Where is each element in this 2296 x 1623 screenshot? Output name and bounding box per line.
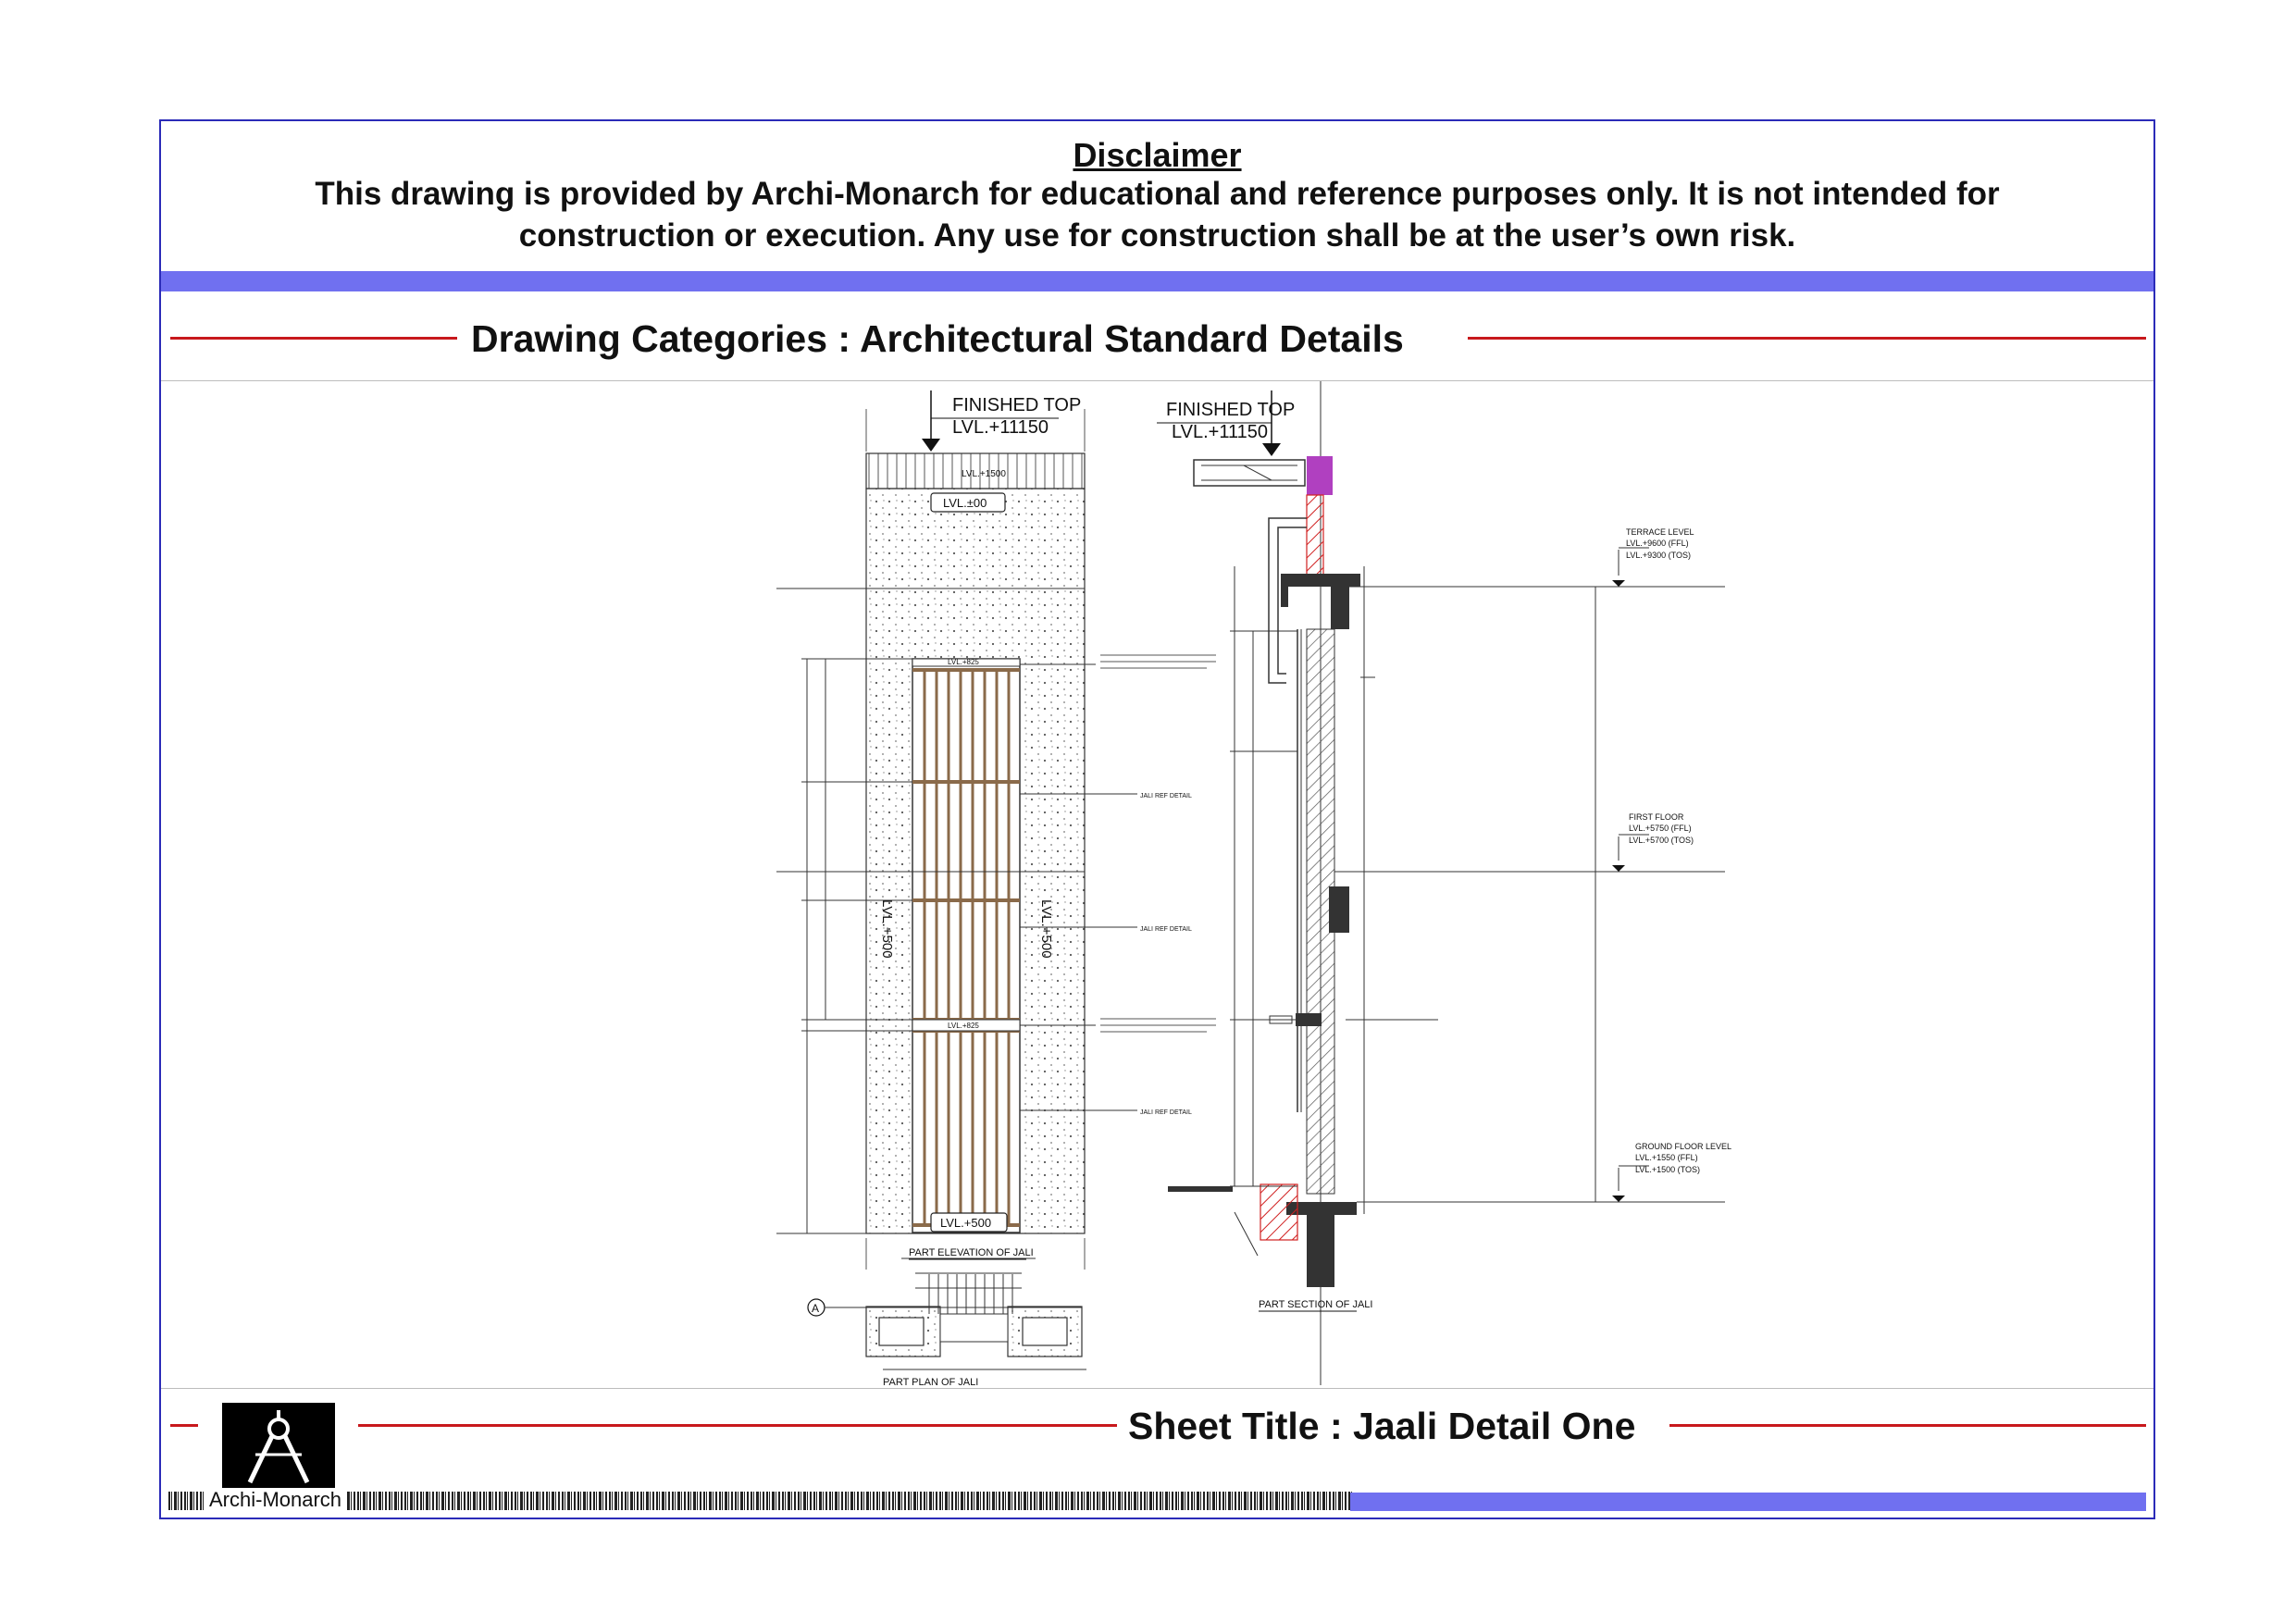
level-825-mid: LVL.+825 <box>948 1022 979 1030</box>
part-section <box>1157 381 1731 1385</box>
part-plan <box>808 1258 1086 1385</box>
sheet-title: Sheet Title : Jaali Detail One <box>1128 1405 1636 1447</box>
brand-name: Archi-Monarch <box>205 1488 345 1512</box>
drawing-category: Drawing Categories : Architectural Standard Details <box>471 317 1404 360</box>
footer-band <box>1350 1493 2146 1511</box>
first-floor-ffl: LVL.+5750 (FFL) <box>1629 824 1692 833</box>
level-pm00: LVL.±00 <box>943 496 987 510</box>
disclaimer-text <box>217 173 2098 256</box>
sheet-rule-right <box>1669 1424 2146 1427</box>
elevation-caption: PART ELEVATION OF JALI <box>909 1247 1034 1258</box>
part-elevation <box>776 390 1216 1270</box>
ground-floor-ffl: LVL.+1550 (FFL) <box>1635 1153 1698 1162</box>
ground-floor-tos: LVL.+1500 (TOS) <box>1635 1165 1700 1174</box>
brick-base <box>1260 1184 1297 1240</box>
section-caption: PART SECTION OF JALI <box>1259 1299 1373 1310</box>
barcode-strip <box>168 1492 1353 1510</box>
level-1500: LVL.+1500 <box>962 469 1006 479</box>
header-band <box>161 271 2153 291</box>
category-rule-left <box>170 337 457 340</box>
disclaimer-title: Disclaimer <box>1073 136 1242 174</box>
category-rule-right <box>1468 337 2146 340</box>
grid-marker: A <box>812 1302 820 1315</box>
jali-ref-1: JALI REF DETAIL <box>1140 793 1192 799</box>
sheet-rule-middle <box>358 1424 1117 1427</box>
archi-monarch-logo <box>222 1403 335 1492</box>
side-level-right: LVL.+500 <box>1038 899 1054 959</box>
compass-icon <box>222 1403 335 1492</box>
terrace-title: TERRACE LEVEL <box>1626 527 1694 537</box>
terrace-slab <box>1286 574 1360 587</box>
disclaimer-line-2: construction or execution. Any use for construction shall be at the user’s own risk. <box>518 217 1796 254</box>
sheet-rule-left <box>170 1424 198 1427</box>
side-level-left: LVL.+500 <box>879 899 895 959</box>
jali-ref-2: JALI REF DETAIL <box>1140 926 1192 933</box>
sheet-title-row <box>161 1389 2153 1463</box>
jaali-panel <box>912 659 1020 1233</box>
brick-parapet <box>1307 495 1323 584</box>
terrace-tos: LVL.+9300 (TOS) <box>1626 551 1691 560</box>
section-finished-top-label: FINISHED TOP <box>1166 400 1296 420</box>
level-825-top: LVL.+825 <box>948 658 979 666</box>
section-finished-top-level: LVL.+11150 <box>1172 422 1268 442</box>
jaali-detail-drawing <box>161 381 2151 1385</box>
plan-caption: PART PLAN OF JALI <box>883 1377 979 1385</box>
ground-floor-title: GROUND FLOOR LEVEL <box>1635 1142 1732 1151</box>
finished-top-level: LVL.+11150 <box>952 417 1049 438</box>
disclaimer-line-1: This drawing is provided by Archi-Monarch for educational and reference purposes only. It is not intended for <box>315 176 2000 212</box>
first-floor-title: FIRST FLOOR <box>1629 812 1684 822</box>
finished-top-label: FINISHED TOP <box>952 395 1082 415</box>
first-floor-tos: LVL.+5700 (TOS) <box>1629 836 1694 845</box>
drawing-sheet-frame <box>159 119 2155 1519</box>
level-500: LVL.+500 <box>940 1216 992 1230</box>
terrace-ffl: LVL.+9600 (FFL) <box>1626 539 1689 548</box>
parapet-magenta-block <box>1307 456 1333 495</box>
category-row <box>161 306 2153 371</box>
jali-ref-3: JALI REF DETAIL <box>1140 1109 1192 1116</box>
level-arrow <box>922 439 940 452</box>
